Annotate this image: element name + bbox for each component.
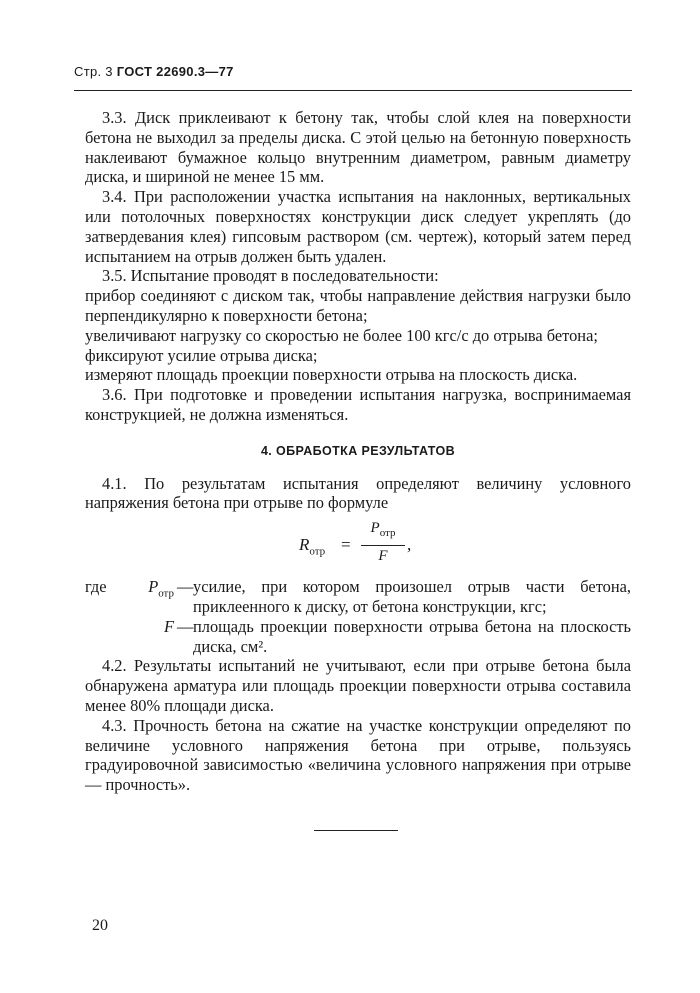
definition-dash: — [177, 577, 194, 597]
sequence-item: увеличивают нагрузку со скоростью не более 100 кгс/с до отрыва бетона; [85, 325, 598, 345]
sequence-item: фиксируют усилие отрыва диска; [85, 345, 318, 365]
formula-denominator: F [378, 547, 388, 564]
definition-symbol: F [163, 616, 174, 636]
paragraph-4-3: 4.3. Прочность бетона на сжатие на участке конструкции определяют по величине условного напряжения бетона при отрыве, пользуясь градуировочной зависимостью «величина условного напряжения при отрыве — прочность». [85, 715, 631, 795]
formula-equals: = [341, 535, 351, 555]
paragraph-3-6: 3.6. При подготовке и проведении испытания нагрузка, воспринимаемая конструкцией, не должна изменяться. [85, 385, 631, 424]
variable-definitions [85, 577, 631, 656]
section-title: 4. ОБРАБОТКА РЕЗУЛЬТАТОВ [260, 443, 456, 458]
formula-numerator: $P_{отр}$ [361, 519, 405, 546]
standard-code: ГОСТ 22690.3—77 [116, 64, 234, 79]
paragraph-3-5: 3.5. Испытание проводят в последовательности: [102, 266, 439, 286]
formula-fraction [361, 519, 405, 567]
formula-lhs: $R_{отр}$ [299, 535, 326, 558]
sequence-item: прибор соединяют с диском так, чтобы направление действия нагрузки было перпендикулярно к поверхности бетона; [85, 286, 631, 325]
paragraph-3-3: 3.3. Диск приклеивают к бетону так, чтобы слой клея на поверхности бетона не выходил за пределы диска. С этой целью на бетонную поверхность наклеивают бумажное кольцо внутренним диаметром, равным диаметру диска, и шириной не менее 15 мм. [85, 108, 631, 187]
definition-p-otr [85, 577, 631, 617]
end-rule [314, 830, 398, 831]
header-rule [74, 90, 632, 91]
page-number: 20 [92, 917, 108, 934]
paragraph-4-2: 4.2. Результаты испытаний не учитывают, если при отрыве бетона была обнаружена арматура или площадь проекции поверхности отрыва составила менее 80% площади диска. [85, 656, 631, 715]
formula-comma: , [407, 535, 412, 555]
page-label: Стр. 3 [74, 64, 113, 79]
definition-f [85, 617, 631, 657]
definition-symbol: $P_{отр}$ [148, 577, 174, 600]
formula [85, 519, 631, 571]
definition-dash: — [177, 616, 194, 636]
running-header [74, 64, 234, 79]
sequence-item: измеряют площадь проекции поверхности отрыва на плоскость диска. [85, 365, 578, 385]
definition-text: площадь проекции поверхности отрыва бетона на плоскость диска, см². [193, 616, 631, 656]
page-body [85, 108, 631, 795]
definition-text: усилие, при котором произошел отрыв части бетона, приклеенного к диску, от бетона конструкции, кгс; [193, 577, 631, 616]
paragraph-4-1: 4.1. По результатам испытания определяют величину условного напряжения бетона при отрыве по формуле [85, 473, 631, 513]
where-word: где [85, 577, 107, 597]
paragraph-3-4: 3.4. При расположении участка испытания на наклонных, вертикальных или потолочных поверхностях конструкции диск следует укреплять (до затвердевания клея) гипсовым раствором (см. чертеж), который затем перед испытанием на отрыв должен быть удален. [85, 187, 631, 266]
